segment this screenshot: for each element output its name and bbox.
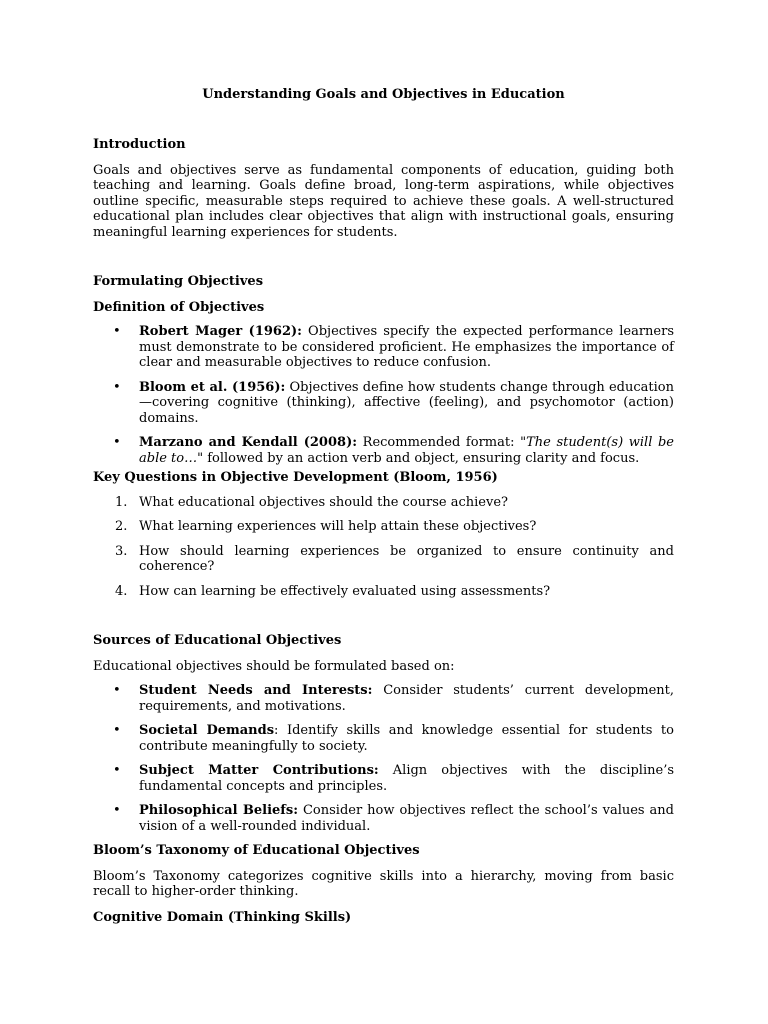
bullet-icon: • bbox=[113, 723, 121, 738]
source-label: Subject Matter Contributions: bbox=[139, 763, 379, 778]
bullet-icon: • bbox=[113, 379, 121, 395]
bullet-icon: • bbox=[113, 763, 121, 778]
list-item bbox=[93, 495, 674, 511]
bullet-icon: • bbox=[113, 435, 121, 450]
definition-text: Recommended format: " bbox=[357, 435, 527, 450]
source-label: Student Needs and Interests: bbox=[139, 683, 373, 698]
list-item bbox=[93, 723, 674, 754]
sources-heading: Sources of Educational Objectives bbox=[93, 633, 342, 648]
document-body bbox=[93, 87, 674, 925]
list-item bbox=[93, 544, 674, 575]
blooms-taxonomy-heading: Bloom’s Taxonomy of Educational Objectives bbox=[93, 843, 420, 858]
definition-text: Objectives specify the expected performance learners must demonstrate to be considered proficient. He emphasizes the importance of clear and measurable objectives to reduce confusion. bbox=[139, 324, 674, 370]
bullet-icon: • bbox=[113, 683, 121, 698]
author-label: Marzano and Kendall (2008): bbox=[139, 435, 358, 450]
definition-text: Objectives define how students change through education —covering cognitive (thinking), affective (feeling), and psychomotor (action) domains. bbox=[139, 379, 674, 426]
list-item bbox=[93, 380, 674, 427]
author-label: Bloom et al. (1956): bbox=[139, 379, 286, 395]
author-label: Robert Mager (1962): bbox=[139, 324, 302, 339]
question-text: How can learning be effectively evaluated using assessments? bbox=[139, 583, 551, 599]
list-number: 3. bbox=[115, 543, 128, 559]
cognitive-domain-heading: Cognitive Domain (Thinking Skills) bbox=[93, 909, 352, 925]
definitions-list bbox=[93, 324, 674, 466]
definition-of-objectives-heading: Definition of Objectives bbox=[93, 299, 265, 315]
document-title: Understanding Goals and Objectives in Education bbox=[202, 87, 565, 102]
question-text: How should learning experiences be organized to ensure continuity and coherence? bbox=[139, 543, 674, 574]
key-questions-list bbox=[93, 495, 674, 600]
list-item bbox=[93, 683, 674, 714]
introduction-heading: Introduction bbox=[93, 137, 186, 152]
question-text: What educational objectives should the course achieve? bbox=[139, 494, 508, 510]
definition-text: " followed by an action verb and object, ensuring clarity and focus. bbox=[197, 450, 640, 466]
list-number: 1. bbox=[115, 494, 128, 510]
formulating-objectives-heading: Formulating Objectives bbox=[93, 274, 264, 289]
list-item bbox=[93, 803, 674, 834]
list-item bbox=[93, 435, 674, 466]
key-questions-heading: Key Questions in Objective Development (Bloom, 1956) bbox=[93, 470, 498, 485]
list-item bbox=[93, 584, 674, 600]
bullet-icon: • bbox=[113, 324, 121, 339]
source-text: Align objectives with the discipline’s fundamental concepts and principles. bbox=[139, 763, 674, 794]
source-label: Societal Demands bbox=[139, 723, 275, 738]
list-number: 4. bbox=[115, 583, 128, 599]
list-item bbox=[93, 763, 674, 794]
source-label: Philosophical Beliefs: bbox=[139, 803, 299, 818]
sources-intro: Educational objectives should be formulated based on: bbox=[93, 658, 455, 674]
sources-list bbox=[93, 683, 674, 834]
list-number: 2. bbox=[115, 519, 128, 534]
introduction-paragraph: Goals and objectives serve as fundamental components of education, guiding both teaching and learning. Goals define broad, long-term aspirations, while objectives outline specific, measurable steps required to achieve these goals. A well-structured educational plan includes clear objectives that align with instructional goals, ensuring meaningful learning experiences for students. bbox=[93, 162, 674, 240]
list-item bbox=[93, 324, 674, 371]
source-text: : Identify skills and knowledge essential for students to contribute meaningfully to society. bbox=[139, 723, 674, 754]
question-text: What learning experiences will help attain these objectives? bbox=[139, 519, 537, 534]
format-example: The student(s) will be able to… bbox=[139, 435, 675, 466]
source-text: Consider students’ current development, requirements, and motivations. bbox=[139, 683, 674, 714]
list-item bbox=[93, 519, 674, 535]
blooms-taxonomy-paragraph: Bloom’s Taxonomy categorizes cognitive skills into a hierarchy, moving from basic recall to higher-order thinking. bbox=[93, 868, 674, 899]
bullet-icon: • bbox=[113, 803, 121, 818]
source-text: Consider how objectives reflect the school’s values and vision of a well-rounded individual. bbox=[139, 803, 674, 834]
